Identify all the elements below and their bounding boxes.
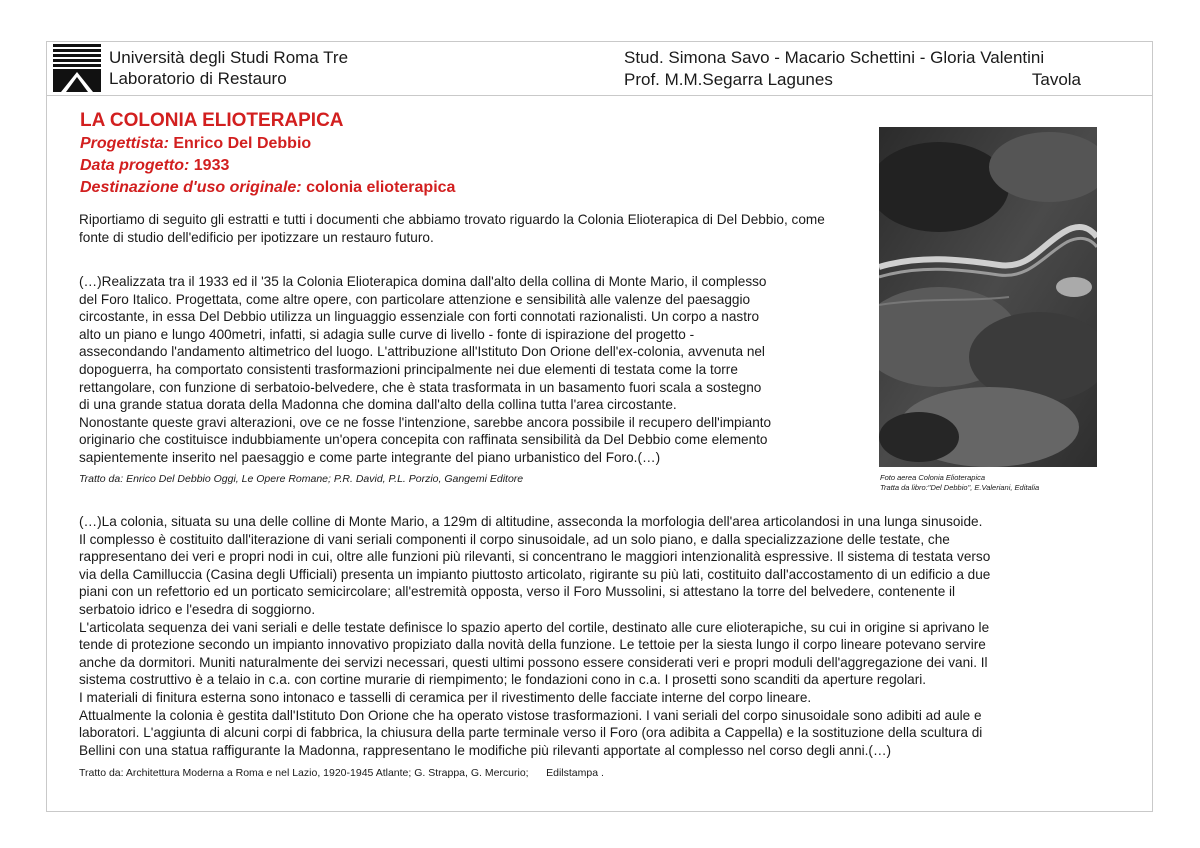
university-logo-icon (53, 44, 101, 92)
text-line: originario che costituisce indubbiamente un'opera concepita con raffinata sensibilità da Del Debbio come elemento (79, 432, 768, 448)
use-line (80, 177, 455, 199)
intro-paragraph: Riportiamo di seguito gli estratti e tutti i documenti che abbiamo trovato riguardo la Colonia Elioterapica di Del Debbio, come fonte di studio dell'edificio per ipotizzare un restauro futuro. (79, 212, 825, 245)
text-line: Bellini con una statua raffigurante la Madonna, rappresentano le modifiche più rilevanti apportate al complesso nel corso degli anni.(…) (79, 742, 892, 758)
text-line: Il complesso è costituito dall'iterazione di vani seriali componenti il corpo sinusoidale, ad un solo piano, e dalla specializzazione delle testate, che (79, 531, 950, 547)
paragraph-1 (79, 273, 849, 467)
source-2: Tratto da: Architettura Moderna a Roma e nel Lazio, 1920-1945 Atlante; G. Strappa, G. Mercurio; Edilstampa . (79, 767, 604, 779)
text-line: del Foro Italico. Progettata, come altre opere, con particolare attenzione e sensibilità alle valenze del paesaggio (79, 291, 751, 307)
text-line: alto un piano e lungo 400metri, infatti, si adagia sulle curve di livello - fonte di ispirazione del progetto - (79, 326, 695, 342)
photo-caption (880, 473, 1039, 493)
date-label: Data progetto: (80, 157, 190, 174)
text-line: piani con un refettorio ed un porticato semicircolare; all'estremità opposta, verso il Foro Mussolini, si attestano la torre del belvedere, contenente il (79, 584, 956, 600)
professor-name: Prof. M.M.Segarra Lagunes (624, 70, 833, 89)
text-line: (…)Realizzata tra il 1933 ed il '35 la Colonia Elioterapica domina dall'alto della collina di Monte Mario, il complesso (79, 274, 767, 289)
text-line: rettangolare, con funzione di serbatoio-belvedere, che è stata trasformata in un basamento fuori scala a sostegno (79, 379, 762, 395)
header-divider (46, 95, 1153, 96)
students-line: Stud. Simona Savo - Macario Schettini - Gloria Valentini (624, 48, 1045, 67)
professor-row (624, 69, 1081, 90)
date-line (80, 155, 455, 177)
paragraph-2 (79, 513, 1083, 759)
text-line: di una grande statua dorata della Madonna che domina dall'alto della collina tutta l'area circostante. (79, 397, 677, 413)
aerial-photo (879, 127, 1097, 467)
university-name: Università degli Studi Roma Tre (109, 48, 349, 67)
use-label: Destinazione d'uso originale: (80, 179, 302, 196)
text-line: rappresentano dei veri e propri nodi in cui, oltre alle funzioni più rilevanti, si concentrano le maggiori intenzionalità espressive. Il sistema di testata verso (79, 549, 991, 565)
designer-label: Progettista: (80, 135, 169, 152)
text-line: via della Camilluccia (Casina degli Ufficiali) presenta un impianto piuttosto articolato, rigirante su più lati, costituito dall'accostamento di un edificio a due (79, 566, 991, 582)
text-line: circostante, in essa Del Debbio utilizza un linguaggio essenziale con forti connotati razionalisti. Un corpo a nastro (79, 309, 760, 325)
text-line: Nonostante queste gravi alterazioni, ove ce ne fosse l'intenzione, sarebbe ancora possibile il recupero dell'impianto (79, 414, 772, 430)
use-value: colonia elioterapica (306, 179, 456, 196)
text-line: tende di protezione secondo un impianto innovativo propiziato dalla novità della funzione. Le tettoie per la siesta lungo il corpo lineare potevano servire (79, 637, 986, 653)
designer-value: Enrico Del Debbio (173, 135, 312, 152)
header-left (109, 47, 348, 89)
text-line: serbatoio idrico e l'esedra di soggiorno. (79, 601, 316, 617)
lab-name: Laboratorio di Restauro (109, 69, 287, 88)
tavola-label: Tavola (1031, 70, 1081, 89)
text-line: anche da dormitori. Muniti naturalmente dei servizi necessari, questi ultimi possono essere considerati veri e propri moduli dell'aggregazione dei vani. Il (79, 654, 988, 670)
text-line: assecondando l'andamento altimetrico del luogo. L'attribuzione all'Istituto Don Orione dell'ex-colonia, avvenuta nel (79, 344, 765, 360)
date-value: 1933 (193, 157, 230, 174)
designer-line (80, 133, 455, 155)
text-line: sapientemente inserito nel paesaggio e come parte integrante del piano urbanistico del Foro.(…) (79, 449, 661, 465)
text-line: Attualmente la colonia è gestita dall'Istituto Don Orione che ha operato vistose trasformazioni. I vani seriali del corpo sinusoidale sono adibiti ad aule e (79, 707, 982, 723)
text-line: laboratori. L'aggiunta di alcuni corpi di fabbrica, la chiusura della parte terminale verso il Foro (ora adibita a Cappella) e la sostituzione della scultura di (79, 725, 983, 741)
text-line: L'articolata sequenza dei vani seriali e delle testate definisce lo spazio aperto del cortile, destinato alle cure elioterapiche, su cui in origine si aprivano le (79, 619, 990, 635)
title-block (80, 108, 455, 199)
text-line: dopoguerra, ha comportato consistenti trasformazioni principalmente nei due elementi di testata come la torre (79, 361, 738, 377)
photo-caption-line-2: Tratta da libro:"Del Debbio", E.Valeriani, Editalia (880, 483, 1040, 492)
text-line: (…)La colonia, situata su una delle colline di Monte Mario, a 129m di altitudine, asseconda la morfologia dell'area articolandosi in una lunga sinusoide. (79, 514, 983, 529)
text-line: sistema costruttivo è a telaio in c.a. con cortine murarie di riempimento; le fondazioni cono in c.a. I prosetti sono scanditi da aperture regolari. (79, 672, 927, 688)
text-line: I materiali di finitura esterna sono intonaco e tasselli di ceramica per il rivestimento delle facciate interne del corpo lineare. (79, 689, 812, 705)
source-1: Tratto da: Enrico Del Debbio Oggi, Le Opere Romane; P.R. David, P.L. Porzio, Gangemi Editore (79, 473, 524, 485)
main-title: LA COLONIA ELIOTERAPICA (80, 110, 344, 131)
photo-caption-line-1: Foto aerea Colonia Elioterapica (880, 473, 986, 482)
